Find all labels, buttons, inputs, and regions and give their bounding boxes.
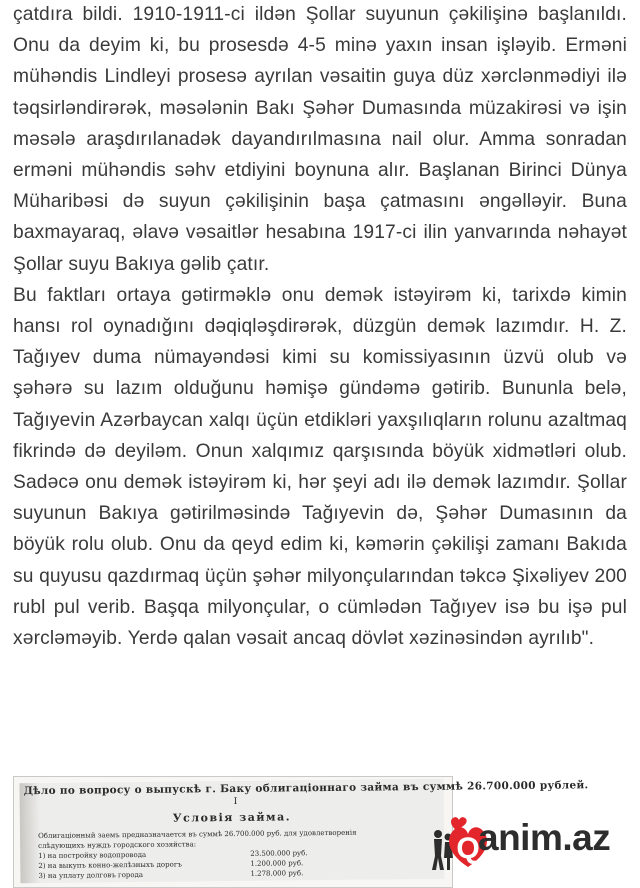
document-title: Дѣло по вопросу о выпускѣ г. Баку облигаціоннаго займа въ суммѣ 26.700.000 рублей. [23,779,589,798]
article-paragraph: çatdıra bildi. 1910-1911-ci ildən Şollar suyunun çəkilişinə başlanıldı. Onu da deyim ki, bu prosesdə 4-5 minə yaxın insan işləyib. Erməni mühəndis Lindleyi prosesə ayrılan vəsaitin guya düz xərclənmədiyi ilə təqsirləndirərək, məsələnin Bakı Şəhər Dumasında müzakirəsi və işin məsələ araşdırılanadək dayandırılmasına nail olur. Amma sonradan erməni mühəndis səhv etdiyini boynuna alır. Başlanan Birinci Dünya Müharibəsi də suyun çəkilişinin başa çatmasını əngəlləyir. Buna baxmayaraq, əlavə vəsaitlər hesabına 1917-ci ilin yanvarında nəhayət Şollar suyu Bakıya gəlib çatır. [13,4,627,275]
document-line: 3) на уплату долговъ города [38,870,144,881]
document-value: 1.200.000 руб. [250,859,304,868]
document-value [250,838,307,849]
document-value: 23.500.000 руб. [250,849,308,858]
document-line: 1) на постройку водопровода [38,850,147,861]
document-line: 2) на выкупъ конно-желѣзныхъ дорогъ [38,860,182,871]
canim-az-watermark-logo[interactable] [428,806,628,876]
document-subtitle: Условія займа. [172,810,292,825]
document-value: 1.278.000 руб. [250,869,304,878]
logo-letter: Q [456,832,480,865]
article-paragraph: Bu faktları ortaya gətirməklə onu demək istəyirəm ki, tarixdə kimin hansı rol oynadığını dəqiqləşdirərək, düzgün demək lazımdır. H. Z. Tağıyev duma nümayəndəsi kimi su komissiyasının üzvü olub və şəhərə su lazım olduğunu həmişə gündəmə gətirib. Bununla belə, Tağıyevin Azərbaycan xalqı üçün etdikləri yaxşılıqların rolunu azaltmaq fikrində də deyiləm. Onun xalqımız qarşısında böyük xidmətləri olub. Sadəcə onu demək istəyirəm ki, hər şeyi adı ilə demək lazımdır. Şollar suyunun Bakıya gətirilməsində Tağıyevin də, Şəhər Dumasının da böyük rolu olub. Onu da qeyd edim ki, kəmərin çəkilişi zamanı Bakıda su quyusu qazdırmaq üçün şəhər milyonçularından təkcə Şixəliyev 200 rubl pul verib. Başqa milyonçular, o cümlədən Tağıyev isə bu işə pul xərcləməyib. Yerdə qalan vəsait ancaq dövlət xəzinəsindən ayrılıb". [13,284,627,650]
document-line: слѣдующихъ нуждъ городского хозяйства: [38,840,197,851]
document-line: Облигаціонный заемъ предназначается въ суммѣ 26.700.000 руб. для удовлетворенія [38,828,357,841]
article-body [13,0,627,654]
document-values [250,828,308,879]
logo-wordmark: anim.az [478,817,611,858]
document-value [250,828,307,839]
document-number: I [233,796,238,807]
